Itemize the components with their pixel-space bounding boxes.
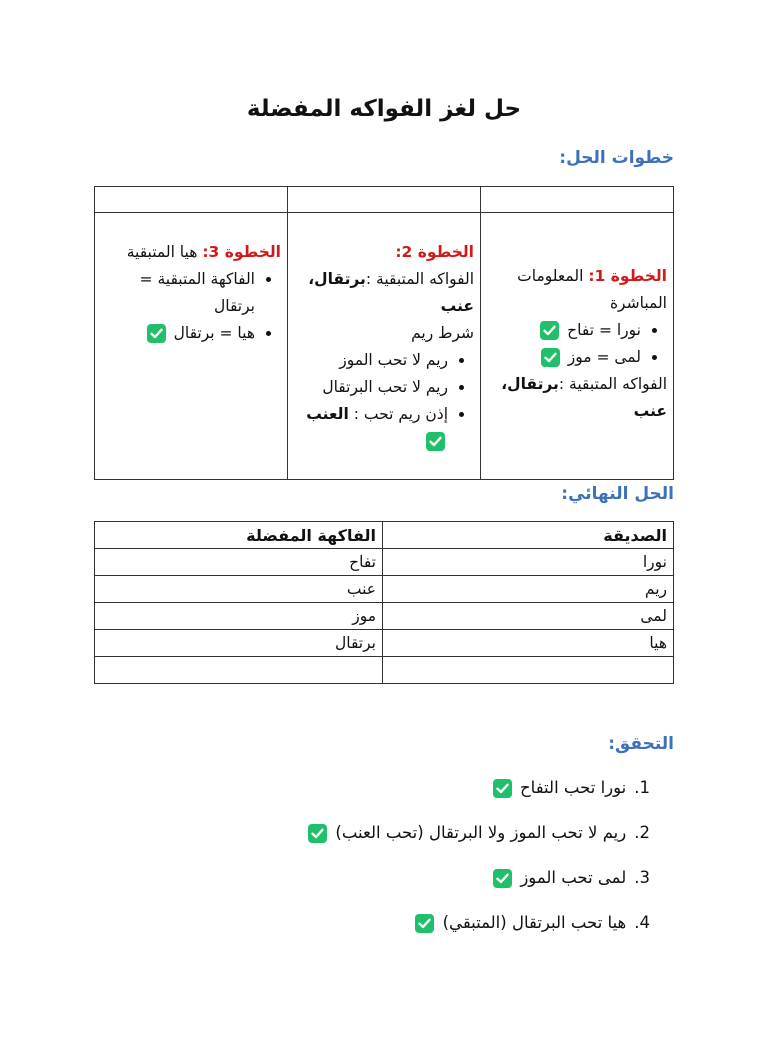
table-row (95, 576, 674, 603)
check-mark-icon (426, 432, 445, 451)
step2-conclusion-value: العنب (306, 405, 349, 423)
step1-intro: المعلومات المباشرة (517, 267, 667, 312)
item-number: 3. (634, 868, 650, 887)
table-header-row (95, 522, 674, 549)
table-row-empty (95, 657, 674, 684)
list-item (305, 907, 650, 952)
final-solution-table (94, 521, 674, 684)
check-mark-icon (308, 824, 327, 843)
step2-label: الخطوة 2: (395, 243, 474, 261)
item-text: نورا تحب التفاح (520, 778, 627, 797)
step1-label: الخطوة 1: (588, 267, 667, 285)
item-text: ريم لا تحب الموز ولا البرتقال (تحب العنب) (335, 823, 627, 842)
step1-item-text: نورا = تفاح (567, 321, 641, 339)
table-cell: عنب (95, 576, 383, 603)
list-item (487, 317, 641, 344)
steps-heading: خطوات الحل: (559, 148, 674, 168)
table-row (95, 549, 674, 576)
table-cell: هيا (383, 630, 674, 657)
step2-remaining-prefix: الفواكه المتبقية : (365, 270, 474, 288)
step3-cell (95, 213, 288, 480)
final-solution-heading: الحل النهائي: (561, 484, 674, 504)
list-item (294, 401, 448, 455)
step2-list (294, 347, 474, 455)
list-item (487, 344, 641, 371)
table-cell: تفاح (95, 549, 383, 576)
table-row (95, 630, 674, 657)
step1-list (487, 317, 667, 371)
list-item (101, 320, 255, 347)
verification-heading: التحقق: (608, 734, 674, 754)
step1-remaining-value: برتقال، عنب (501, 375, 667, 420)
step3-intro: هيا المتبقية (126, 243, 198, 261)
check-mark-icon (540, 321, 559, 340)
item-number: 1. (634, 778, 650, 797)
check-mark-icon (541, 348, 560, 367)
table-cell: ريم (383, 576, 674, 603)
step2-remaining-value: برتقال، عنب (308, 270, 474, 315)
list-item: • الفاكهة المتبقية = برتقال (101, 266, 255, 320)
step3-label: الخطوة 3: (202, 243, 281, 261)
table-cell: برتقال (95, 630, 383, 657)
table-cell: لمى (383, 603, 674, 630)
list-item (305, 772, 650, 817)
list-item: • ريم لا تحب البرتقال (294, 374, 448, 401)
step1-item-text: لمى = موز (567, 348, 641, 366)
table-row (95, 603, 674, 630)
item-text: لمى تحب الموز (520, 868, 627, 887)
step2-condition: شرط ريم (411, 324, 474, 342)
steps-table-empty-row (95, 187, 674, 213)
verification-list (305, 772, 650, 952)
table-cell: نورا (383, 549, 674, 576)
check-mark-icon (147, 324, 166, 343)
column-header-friend: الصديقة (383, 522, 674, 549)
step1-remaining-prefix: الفواكه المتبقية : (558, 375, 667, 393)
step2-conclusion-prefix: إذن ريم تحب : (353, 405, 448, 423)
list-item: • ريم لا تحب الموز (294, 347, 448, 374)
item-number: 2. (634, 823, 650, 842)
check-mark-icon (415, 914, 434, 933)
step1-cell (481, 213, 674, 480)
step3-item-text: هيا = برتقال (173, 324, 255, 342)
step2-cell (288, 213, 481, 480)
step3-list (101, 266, 281, 347)
check-mark-icon (493, 869, 512, 888)
list-item (305, 817, 650, 862)
list-item (305, 862, 650, 907)
item-text: هيا تحب البرتقال (المتبقي) (442, 913, 627, 932)
table-cell: موز (95, 603, 383, 630)
check-mark-icon (493, 779, 512, 798)
page-title: حل لغز الفواكه المفضلة (246, 96, 522, 122)
steps-table (94, 186, 674, 480)
item-number: 4. (634, 913, 650, 932)
steps-table-row (95, 213, 674, 480)
column-header-fruit: الفاكهة المفضلة (95, 522, 383, 549)
